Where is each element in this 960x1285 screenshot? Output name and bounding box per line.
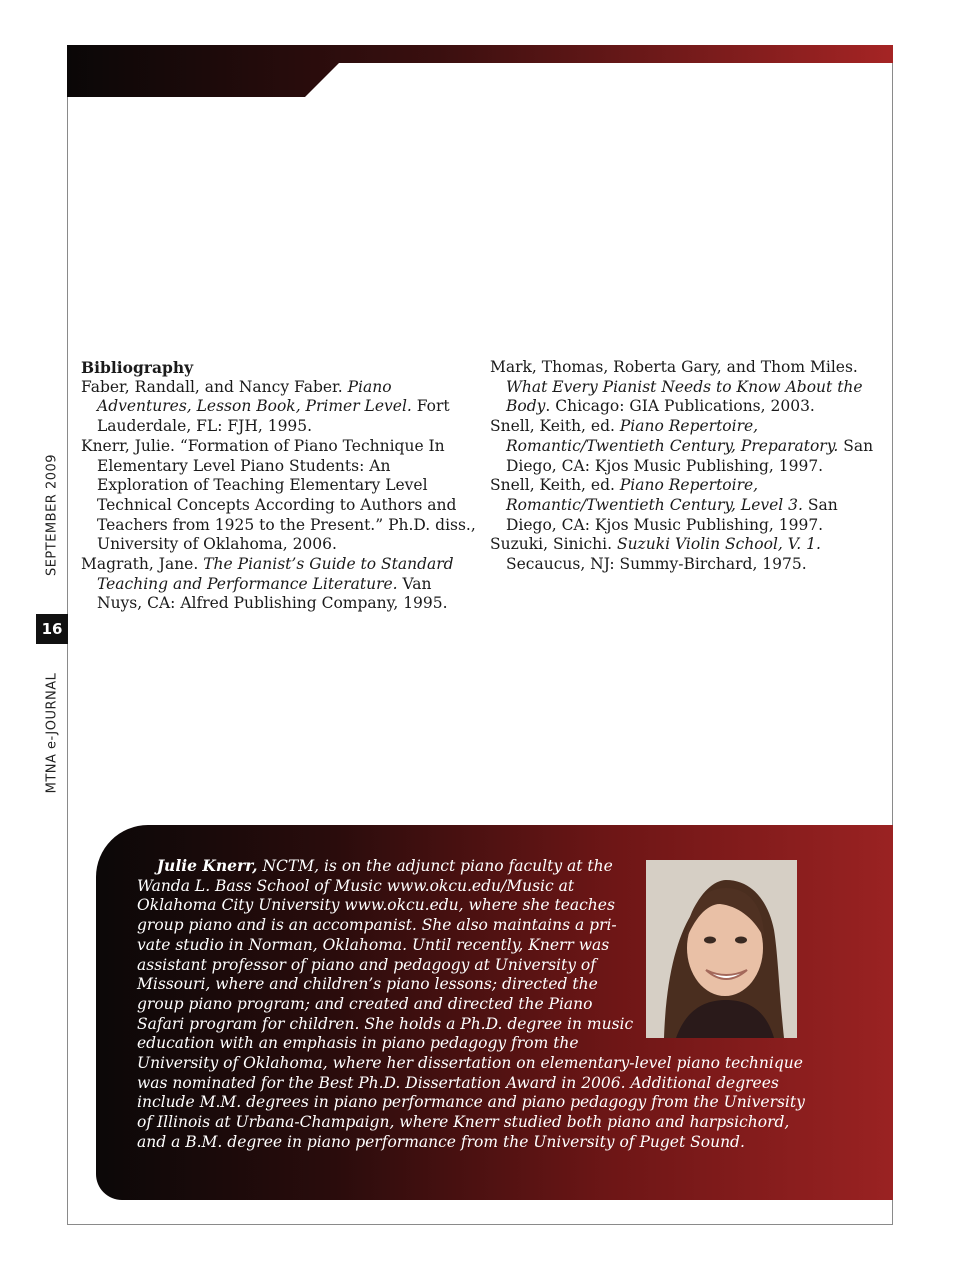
page-number: 16 <box>36 614 68 644</box>
bibliography-entry: Mark, Thomas, Roberta Gary, and Thom Miles. What Every Pianist Needs to Know About the Body. Chicago: GIA Publications, 2003. <box>490 358 863 416</box>
bibliography-entry: Magrath, Jane. The Pianist’s Guide to Standard Teaching and Performance Literature. Van Nuys, CA: Alfred Publishing Company, 1995. <box>81 555 454 613</box>
author-bio-text: Julie Knerr, NCTM, is on the adjunct piano faculty at the Wanda L. Bass School of Music www.okcu.edu/Music at Oklahoma City University www.okcu.edu, where she teaches group piano and is an accompanist. She also maintains a pri- vate studio in Norman, Oklahoma. Until recently, Knerr was assistant professor of piano and pedagogy at University of Missouri, where and children’s piano lessons; directed the group piano program; and created and directed the Piano Safari program for children. She holds a Ph.D. degree in music education with an emphasis in piano pedagogy from the University of Oklahoma, where her dissertation on elementary-level piano technique was nominated for the Best Ph.D. Dissertation Award in 2006. Additional degrees include M.M. degrees in piano performance and piano pedagogy from the University of Illinois at Urbana-Champaign, where Knerr studied both piano and harpsichord, and a B.M. degree in piano performance from the University of Puget Sound. <box>137 856 805 1151</box>
bibliography-entry: Suzuki, Sinichi. Suzuki Violin School, V. 1. Secaucus, NJ: Summy-Birchard, 1975. <box>490 535 821 574</box>
side-label <box>36 420 68 800</box>
bibliography-left-column <box>81 358 481 614</box>
header-band <box>67 45 893 97</box>
bibliography-entry: Snell, Keith, ed. Piano Repertoire, Romantic/Twentieth Century, Preparatory. San Diego, CA: Kjos Music Publishing, 1997. <box>490 417 874 475</box>
bibliography-heading: Bibliography <box>81 358 194 377</box>
journal-name: MTNA e-JOURNAL <box>44 672 60 794</box>
bibliography-entry: Snell, Keith, ed. Piano Repertoire, Romantic/Twentieth Century, Level 3. San Diego, CA: Kjos Music Publishing, 1997. <box>490 476 838 534</box>
bibliography-entry: Knerr, Julie. “Formation of Piano Technique In Elementary Level Piano Students: An Exploration of Teaching Elementary Level Technical Concepts According to Authors and Teachers from 1925 to the Present.” Ph.D. diss., University of Oklahoma, 2006. <box>81 436 476 554</box>
bibliography-right-column <box>490 358 886 575</box>
issue-date: SEPTEMBER 2009 <box>44 453 60 577</box>
author-name: Julie Knerr, <box>156 856 258 875</box>
bibliography-entry: Faber, Randall, and Nancy Faber. Piano Adventures, Lesson Book, Primer Level. Fort Lauderdale, FL: FJH, 1995. <box>81 377 450 436</box>
header-band-graphic <box>67 45 893 97</box>
